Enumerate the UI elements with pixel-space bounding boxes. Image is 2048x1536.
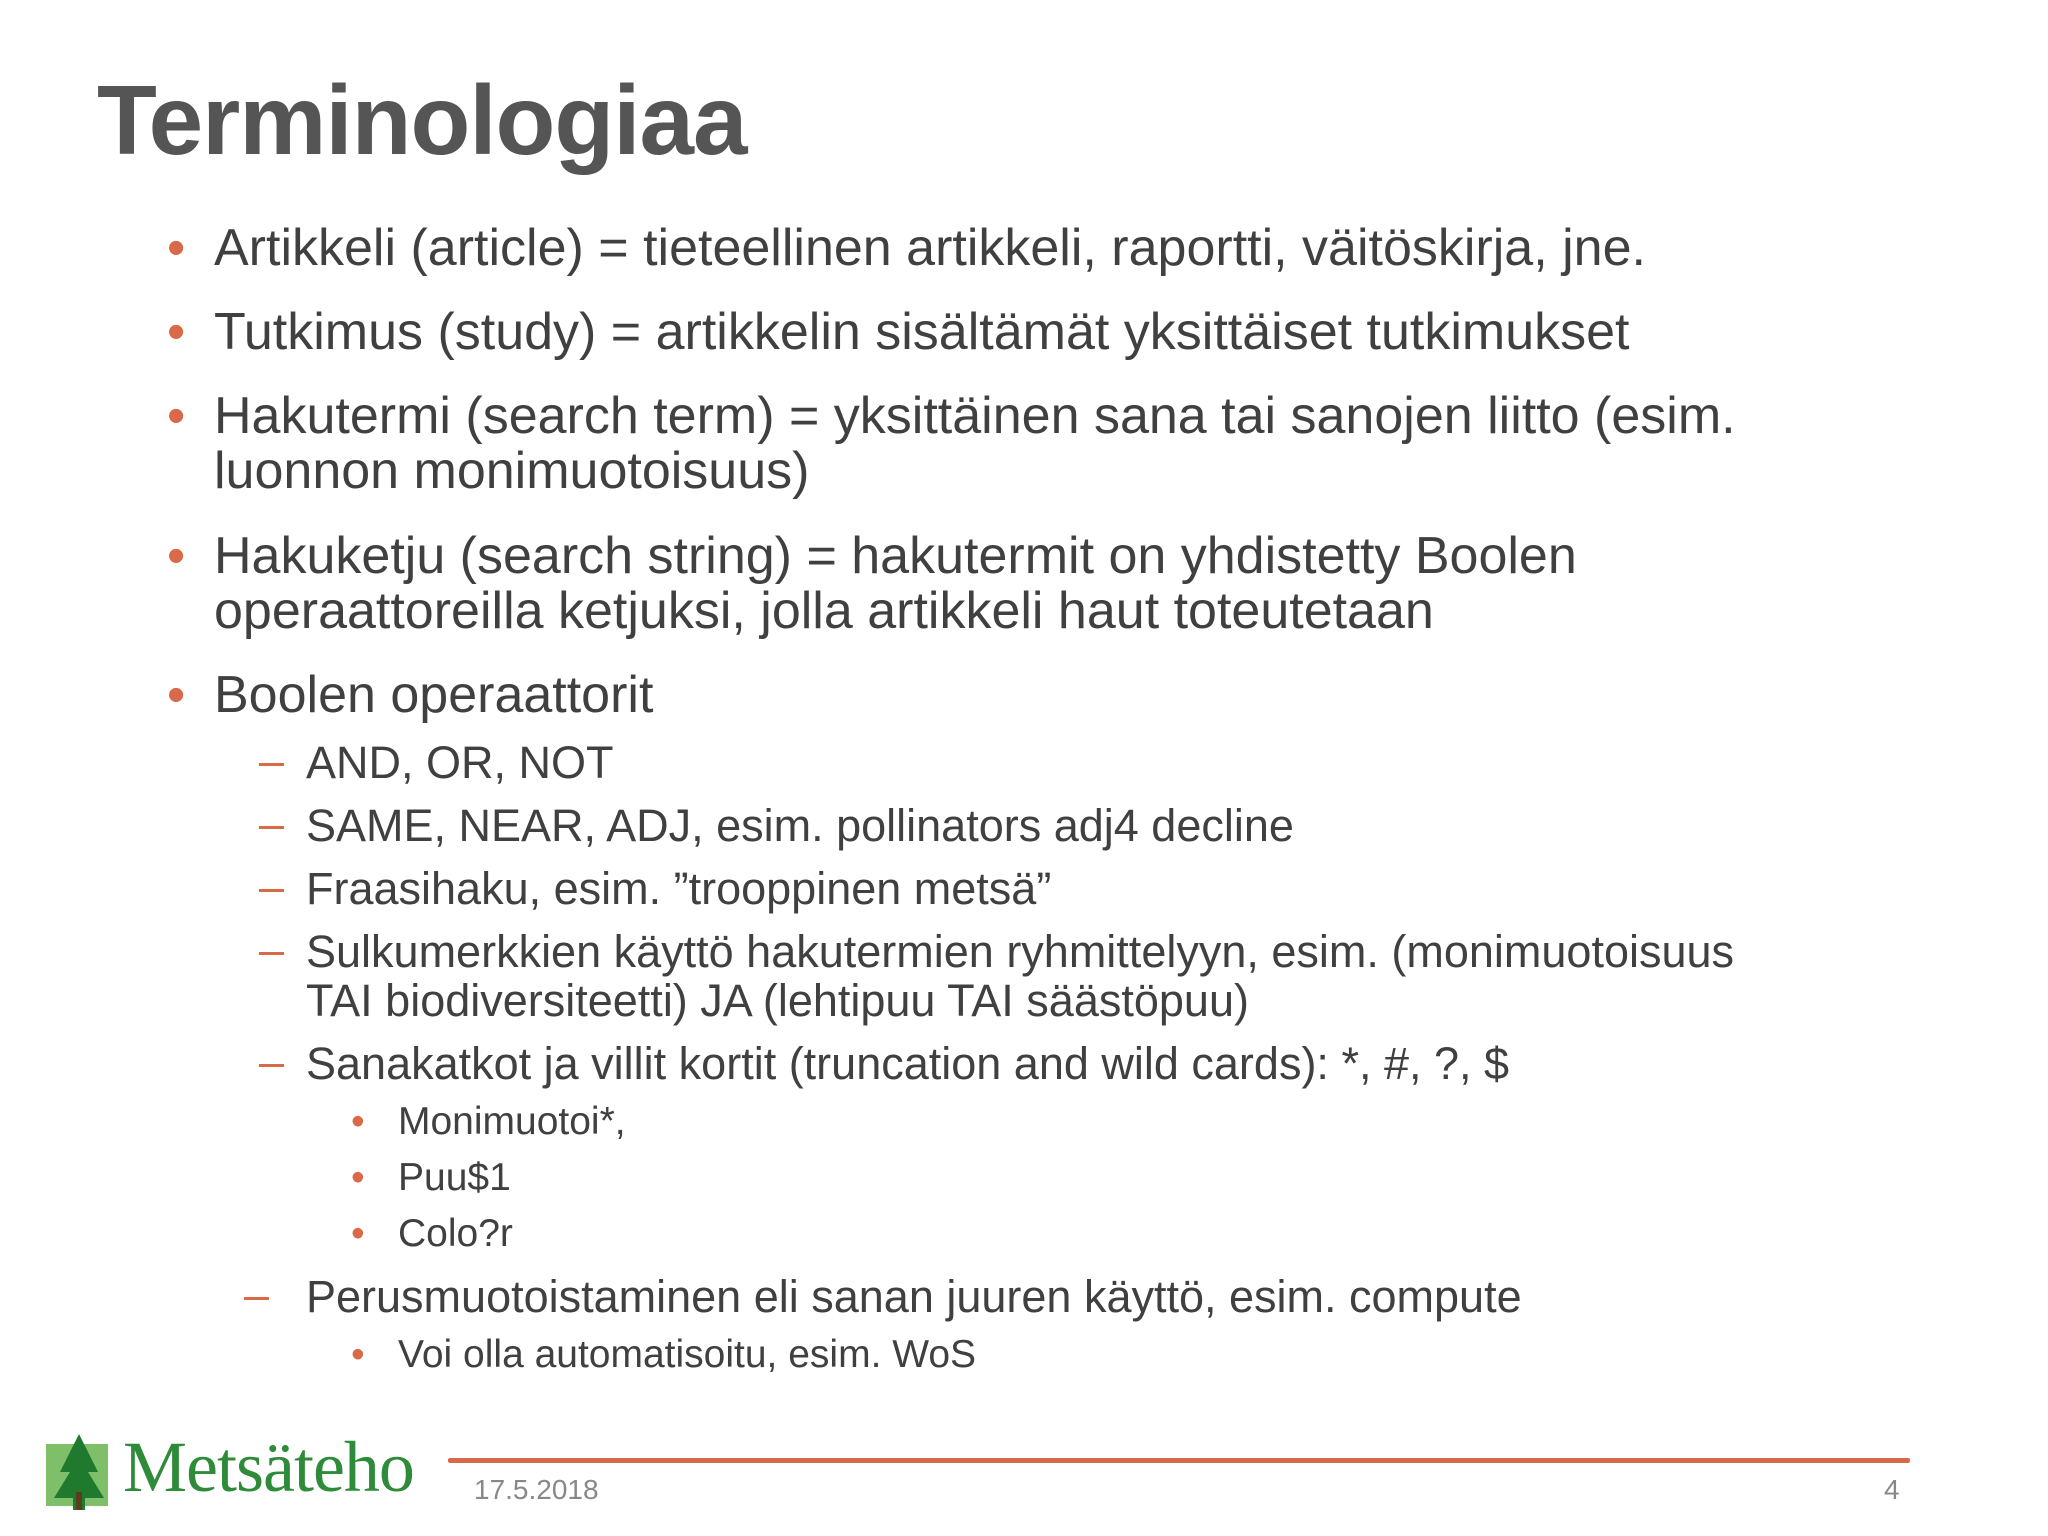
sub-sub-bullet-text: Puu$1 — [398, 1156, 511, 1199]
metsateho-logo — [46, 1427, 426, 1512]
bullet-marker: • — [167, 666, 186, 724]
dash-marker: – — [259, 735, 285, 786]
sub-bullet-text: Sanakatkot ja villit kortit (truncation and wild cards): *, #, ?, $ — [306, 1038, 1510, 1089]
bullet-text: Tutkimus (study) = artikkelin sisältämät yksittäiset tutkimukset — [214, 303, 1630, 361]
sub-sub-bullet-item — [351, 1100, 626, 1144]
dash-marker: – — [259, 924, 285, 975]
sub-sub-bullet-text: Colo?r — [398, 1212, 513, 1255]
sub-bullet-text: TAI biodiversiteetti) JA (lehtipuu TAI säästöpuu) — [306, 975, 1249, 1026]
dash-marker: – — [244, 1269, 270, 1320]
bullet-marker: • — [167, 527, 186, 585]
sub-bullet-item — [259, 861, 1052, 914]
bullet-marker: • — [351, 1156, 365, 1199]
bullet-text: operaattoreilla ketjuksi, jolla artikkeli haut toteutetaan — [214, 582, 1434, 640]
sub-bullet-item — [244, 1269, 1522, 1322]
sub-sub-bullet-item — [351, 1212, 513, 1256]
dash-marker: – — [259, 798, 285, 849]
sub-sub-bullet-text: Voi olla automatisoitu, esim. WoS — [398, 1333, 977, 1376]
sub-bullet-text: AND, OR, NOT — [306, 737, 614, 788]
sub-bullet-item — [259, 798, 1294, 851]
footer-divider — [448, 1458, 1910, 1463]
bullet-marker: • — [351, 1333, 365, 1376]
bullet-item — [167, 527, 1577, 585]
bullet-marker: • — [351, 1100, 365, 1143]
bullet-marker: • — [351, 1212, 365, 1255]
bullet-marker: • — [167, 387, 186, 445]
bullet-text-continuation — [214, 583, 1434, 639]
bullet-text: Hakutermi (search term) = yksittäinen sana tai sanojen liitto (esim. — [214, 387, 1736, 445]
page-number: 4 — [1884, 1474, 1900, 1505]
sub-bullet-text-continuation — [306, 976, 1249, 1026]
bullet-marker: • — [167, 303, 186, 361]
sub-bullet-text: Sulkumerkkien käyttö hakutermien ryhmittelyyn, esim. (monimuotoisuus — [306, 926, 1735, 977]
bullet-text: luonnon monimuotoisuus) — [214, 442, 810, 500]
sub-sub-bullet-item — [351, 1333, 977, 1377]
sub-bullet-text: Fraasihaku, esim. ”trooppinen metsä” — [306, 863, 1052, 914]
sub-bullet-item — [259, 735, 614, 788]
sub-bullet-text: SAME, NEAR, ADJ, esim. pollinators adj4 decline — [306, 800, 1294, 851]
sub-bullet-item — [259, 1036, 1510, 1089]
bullet-text: Hakuketju (search string) = hakutermit on yhdistetty Boolen — [214, 527, 1577, 585]
sub-bullet-item — [259, 924, 1735, 977]
bullet-text: Boolen operaattorit — [214, 666, 654, 724]
footer-date: 17.5.2018 — [474, 1474, 599, 1505]
sub-sub-bullet-item — [351, 1156, 511, 1200]
sub-bullet-text: Perusmuotoistaminen eli sanan juuren käyttö, esim. compute — [306, 1271, 1522, 1322]
bullet-item — [167, 387, 1736, 445]
bullet-text-continuation — [214, 443, 809, 499]
sub-sub-bullet-text: Monimuotoi*, — [398, 1100, 626, 1143]
dash-marker: – — [259, 861, 285, 912]
bullet-item — [167, 303, 1630, 361]
dash-marker: – — [259, 1036, 285, 1087]
slide-title: Terminologiaa — [97, 65, 747, 175]
logo-text: Metsäteho — [123, 1427, 414, 1507]
tree-icon — [46, 1432, 116, 1512]
bullet-item — [167, 666, 654, 724]
bullet-item — [167, 219, 1646, 277]
bullet-marker: • — [167, 219, 186, 277]
bullet-text: Artikkeli (article) = tieteellinen artikkeli, raportti, väitöskirja, jne. — [214, 219, 1646, 277]
